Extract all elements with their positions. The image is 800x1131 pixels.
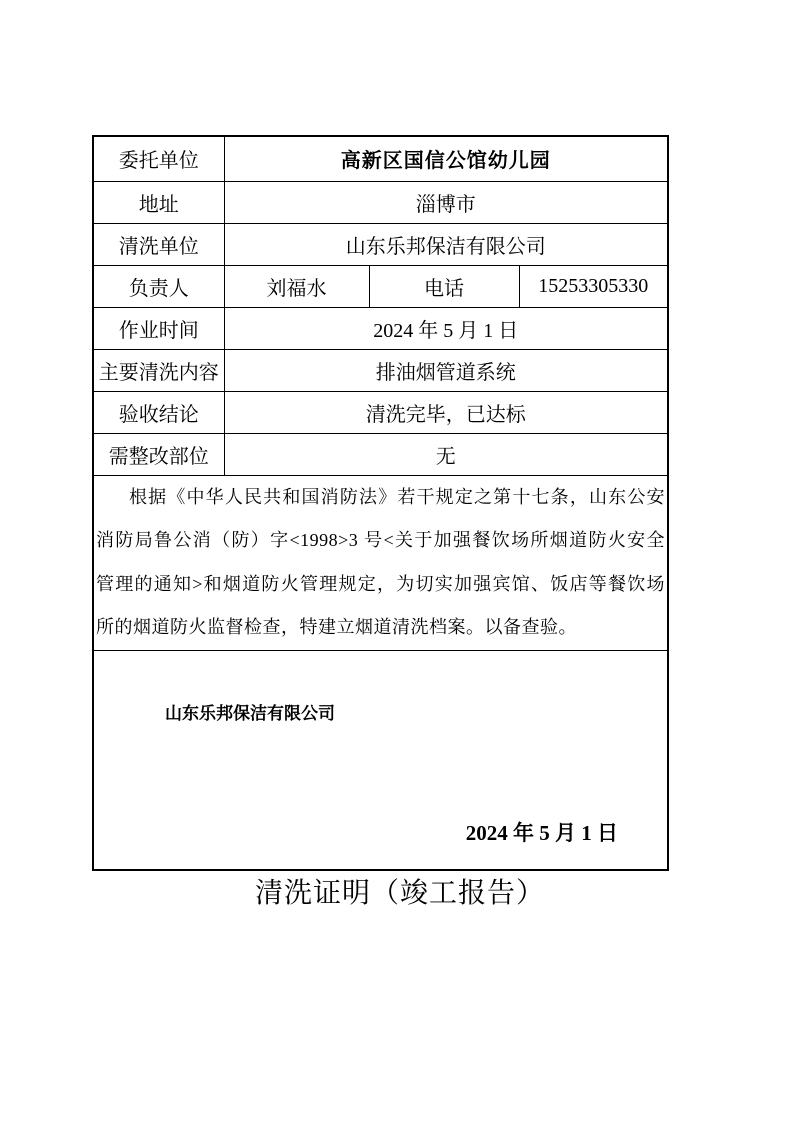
content-value-cell: 排油烟管道系统 [224,349,668,391]
conclusion-value-cell: 清洗完毕，已达标 [224,391,668,433]
principal-value-cell: 刘福水 [224,265,369,307]
rectify-label-cell: 需整改部位 [93,433,224,475]
cleaning-unit-value-cell: 山东乐邦保洁有限公司 [224,223,668,265]
notice-line: 管理的通知>和烟道防火管理规定，为切实加强宾馆、饭店等餐饮场 [96,573,666,594]
phone-value-cell: 15253305330 [519,265,668,307]
principal-label-cell: 负责人 [93,265,224,307]
entrust-label-cell: 委托单位 [93,136,224,181]
work-time-label-cell: 作业时间 [93,307,224,349]
signature-cell [93,650,668,870]
table-row [93,136,668,181]
table-row [93,307,668,349]
notice-line: 所的烟道防火监督检查，特建立烟道清洗档案。以备查验。 [96,617,577,637]
table-row [93,265,668,307]
phone-label-cell: 电话 [369,265,519,307]
notice-line: 根据《中华人民共和国消防法》若干规定之第十七条，山东公安 [129,486,666,507]
notice-line: 消防局鲁公消（防）字<1998>3 号<关于加强餐饮场所烟道防火安全 [96,530,666,550]
document-title: 清洗证明（竣工报告） [254,878,545,909]
table-row [93,433,668,475]
notice-cell [93,475,668,650]
conclusion-label-cell: 验收结论 [93,391,224,433]
signature-company-name: 山东乐邦保洁有限公司 [165,703,335,723]
table-row [93,391,668,433]
table-row [93,223,668,265]
table-row [93,181,668,223]
address-value-cell: 淄博市 [224,181,668,223]
cleaning-unit-label-cell: 清洗单位 [93,223,224,265]
work-time-value-cell: 2024 年 5 月 1 日 [224,307,668,349]
entrust-value-cell: 高新区国信公馆幼儿园 [224,136,668,181]
signature-date: 2024 年 5 月 1 日 [465,820,619,845]
table-row [93,475,668,650]
table-row [93,349,668,391]
content-label-cell: 主要清洗内容 [93,349,224,391]
table-row [93,650,668,870]
rectify-value-cell: 无 [224,433,668,475]
address-label-cell: 地址 [93,181,224,223]
cleaning-record-table [92,135,669,871]
